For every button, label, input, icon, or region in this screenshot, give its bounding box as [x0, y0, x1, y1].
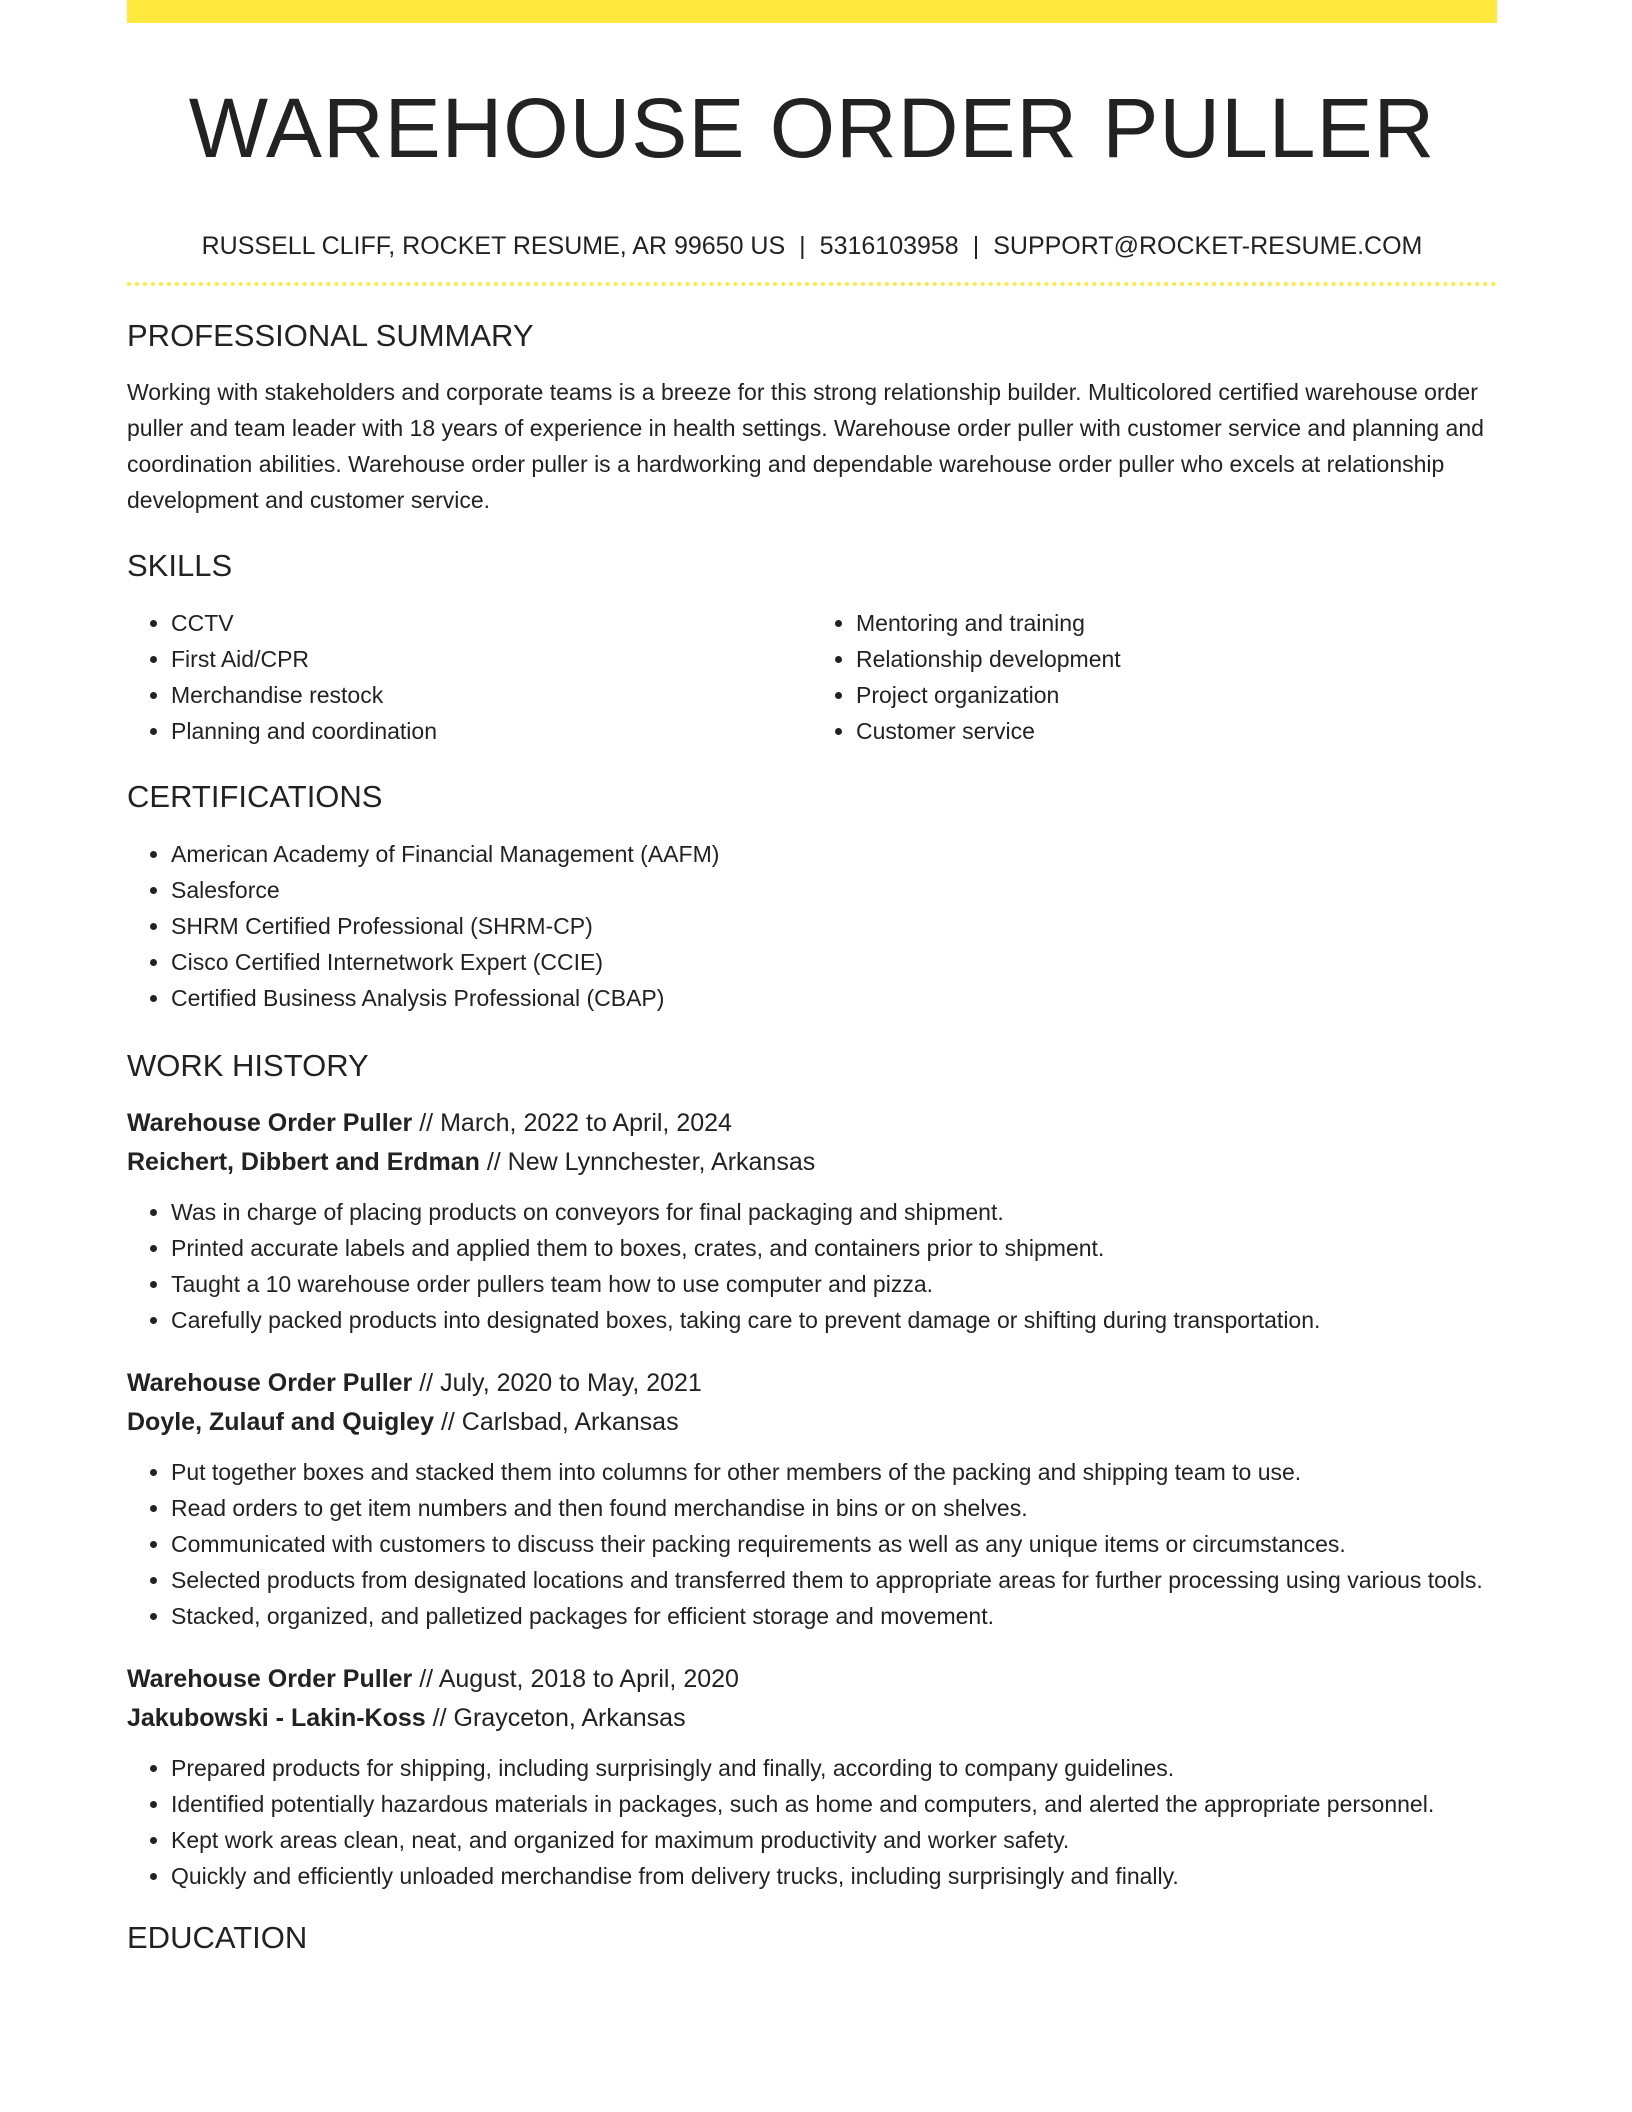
- job-bullet: • Stacked, organized, and palletized packages for efficient storage and movement.: [171, 1598, 1497, 1634]
- certification-item: • Cisco Certified Internetwork Expert (CCIE): [171, 944, 1497, 980]
- contact-separator: |: [972, 232, 980, 260]
- certification-item: • SHRM Certified Professional (SHRM-CP): [171, 908, 1497, 944]
- certification-item: • Certified Business Analysis Professional (CBAP): [171, 980, 1497, 1016]
- job-title: Warehouse Order Puller: [127, 1369, 413, 1397]
- job-bullet: • Prepared products for shipping, including surprisingly and finally, according to company guidelines.: [171, 1750, 1497, 1786]
- job-divider: //: [419, 1665, 434, 1693]
- contact-separator: |: [799, 232, 806, 260]
- skill-item: • Merchandise restock: [171, 677, 812, 713]
- skill-item: • Relationship development: [856, 641, 1497, 677]
- skills-heading: SKILLS: [127, 548, 233, 583]
- job-dates: July, 2020 to May, 2021: [440, 1369, 702, 1397]
- certifications-list: [127, 836, 1497, 1016]
- job-bullet: • Was in charge of placing products on conveyors for final packaging and shipment.: [171, 1194, 1497, 1230]
- job-title-line: [127, 1364, 1497, 1403]
- job-divider: //: [486, 1148, 501, 1176]
- job-title-line: [127, 1104, 1497, 1143]
- dotted-divider: [127, 282, 1497, 286]
- contact-email: SUPPORT@ROCKET-RESUME.COM: [993, 232, 1423, 260]
- contact-phone: 5316103958: [819, 232, 959, 260]
- work-history-heading: WORK HISTORY: [127, 1048, 369, 1083]
- job-bullet: • Carefully packed products into designated boxes, taking care to prevent damage or shifting during transportation.: [171, 1302, 1497, 1338]
- certification-item: • American Academy of Financial Management (AAFM): [171, 836, 1497, 872]
- job-company-line: [127, 1143, 1497, 1182]
- job-bullet: • Communicated with customers to discuss their packing requirements as well as any unique items or circumstances.: [171, 1526, 1497, 1562]
- job-entry: [127, 1660, 1497, 1894]
- job-bullet: • Printed accurate labels and applied them to boxes, crates, and containers prior to shipment.: [171, 1230, 1497, 1266]
- contact-line: [127, 230, 1497, 262]
- job-title: Warehouse Order Puller: [127, 1665, 413, 1693]
- job-location: Grayceton, Arkansas: [453, 1704, 686, 1732]
- skill-item: • Planning and coordination: [171, 713, 812, 749]
- job-bullets: [127, 1454, 1497, 1634]
- job-location: Carlsbad, Arkansas: [461, 1408, 679, 1436]
- skills-list-right: [812, 605, 1497, 749]
- job-bullet: • Identified potentially hazardous materials in packages, such as home and computers, and alerted the appropriate personnel.: [171, 1786, 1497, 1822]
- certifications-heading: CERTIFICATIONS: [127, 779, 383, 814]
- job-company: Doyle, Zulauf and Quigley: [127, 1408, 434, 1436]
- job-title: Warehouse Order Puller: [127, 1109, 413, 1137]
- job-divider: //: [419, 1369, 434, 1397]
- job-bullet: • Put together boxes and stacked them into columns for other members of the packing and shipping team to use.: [171, 1454, 1497, 1490]
- job-divider: //: [440, 1408, 455, 1436]
- skills-columns: [127, 605, 1497, 749]
- job-location: New Lynnchester, Arkansas: [507, 1148, 816, 1176]
- summary-heading: PROFESSIONAL SUMMARY: [127, 318, 534, 353]
- skill-item: • CCTV: [171, 605, 812, 641]
- job-bullet: • Read orders to get item numbers and then found merchandise in bins or on shelves.: [171, 1490, 1497, 1526]
- skill-item: • Project organization: [856, 677, 1497, 713]
- skills-list-left: [127, 605, 812, 749]
- job-bullet: • Selected products from designated locations and transferred them to appropriate areas for further processing using various tools.: [171, 1562, 1497, 1598]
- contact-address: RUSSELL CLIFF, ROCKET RESUME, AR 99650 US: [201, 232, 786, 260]
- job-company: Jakubowski - Lakin-Koss: [127, 1704, 426, 1732]
- job-company: Reichert, Dibbert and Erdman: [127, 1148, 480, 1176]
- job-company-line: [127, 1403, 1497, 1442]
- certification-item: • Salesforce: [171, 872, 1497, 908]
- job-bullets: [127, 1750, 1497, 1894]
- job-entry: [127, 1364, 1497, 1634]
- skill-item: • Customer service: [856, 713, 1497, 749]
- job-company-line: [127, 1699, 1497, 1738]
- job-dates: March, 2022 to April, 2024: [440, 1109, 732, 1137]
- job-entry: [127, 1104, 1497, 1338]
- skill-item: • First Aid/CPR: [171, 641, 812, 677]
- job-divider: //: [419, 1109, 434, 1137]
- education-heading: EDUCATION: [127, 1920, 308, 1955]
- job-title-line: [127, 1660, 1497, 1699]
- job-bullet: • Taught a 10 warehouse order pullers team how to use computer and pizza.: [171, 1266, 1497, 1302]
- resume-content: [127, 0, 1497, 1958]
- job-dates: August, 2018 to April, 2020: [438, 1665, 739, 1693]
- summary-text: Working with stakeholders and corporate teams is a breeze for this strong relationship builder. Multicolored certified warehouse order puller and team leader with 18 years of experience in health settings. Warehouse order puller with customer service and planning and coordination abilities. Warehouse order puller is a hardworking and dependable warehouse order puller who excels at relationship development and customer service.: [127, 379, 1484, 513]
- job-divider: //: [432, 1704, 447, 1732]
- job-bullet: • Quickly and efficiently unloaded merchandise from delivery trucks, including surprisingly and finally.: [171, 1858, 1497, 1894]
- job-bullet: • Kept work areas clean, neat, and organized for maximum productivity and worker safety.: [171, 1822, 1497, 1858]
- skill-item: • Mentoring and training: [856, 605, 1497, 641]
- resume-title: WAREHOUSE ORDER PULLER: [188, 81, 1436, 175]
- job-bullets: [127, 1194, 1497, 1338]
